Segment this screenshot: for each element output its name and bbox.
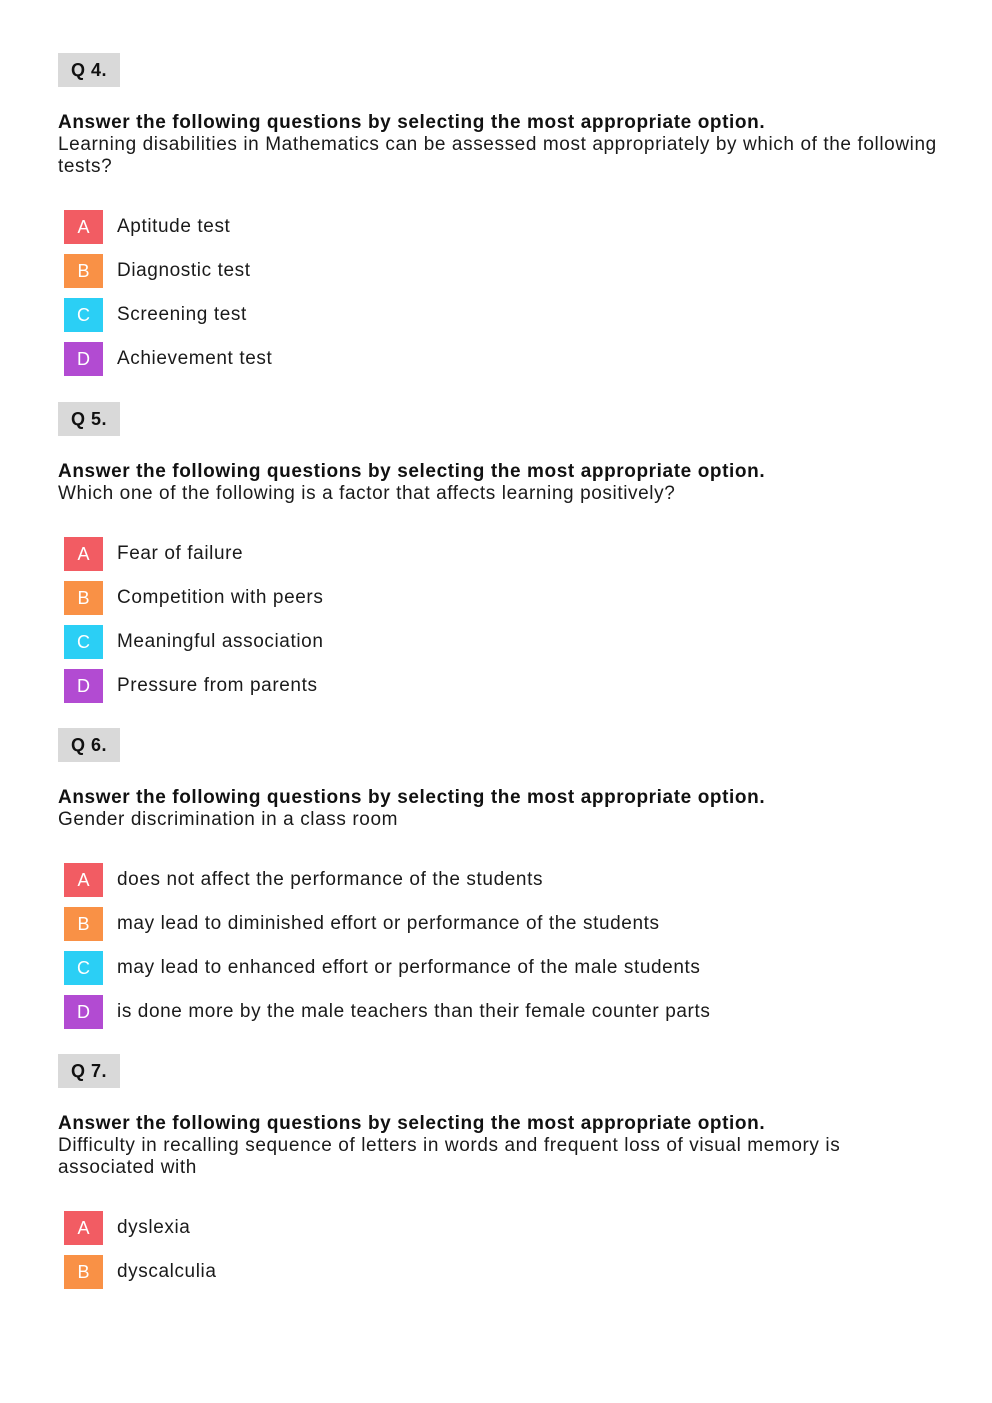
option-letter-badge: A (64, 863, 103, 897)
question-text: Learning disabilities in Mathematics can be assessed most appropriately by which of the following tests? (58, 134, 937, 177)
question-text: Difficulty in recalling sequence of letters in words and frequent loss of visual memory is associated with (58, 1135, 841, 1178)
option-letter-badge: A (64, 537, 103, 571)
option-text: Aptitude test (117, 216, 231, 237)
option-letter-badge: C (64, 298, 103, 332)
question-7 (58, 1054, 938, 1294)
option-text: Pressure from parents (117, 675, 318, 696)
option-letter-badge: A (64, 210, 103, 244)
question-label: Q 4. (58, 53, 120, 87)
question-4 (58, 53, 938, 381)
question-6 (58, 728, 938, 1034)
question-instruction: Answer the following questions by selecting the most appropriate option. (58, 787, 766, 808)
option-text: does not affect the performance of the students (117, 869, 544, 890)
option-letter-badge: B (64, 1255, 103, 1289)
option-c[interactable] (64, 946, 938, 990)
option-letter-badge: C (64, 951, 103, 985)
option-letter-badge: B (64, 581, 103, 615)
option-a[interactable] (64, 1206, 938, 1250)
option-a[interactable] (64, 205, 938, 249)
option-letter-badge: D (64, 995, 103, 1029)
option-a[interactable] (64, 858, 938, 902)
option-letter-badge: D (64, 342, 103, 376)
question-label: Q 7. (58, 1054, 120, 1088)
option-b[interactable] (64, 902, 938, 946)
option-text: Meaningful association (117, 631, 324, 652)
option-text: dyslexia (117, 1217, 191, 1238)
question-instruction: Answer the following questions by selecting the most appropriate option. (58, 112, 766, 133)
option-d[interactable] (64, 990, 938, 1034)
option-text: Fear of failure (117, 543, 244, 564)
option-letter-badge: A (64, 1211, 103, 1245)
option-letter-badge: B (64, 254, 103, 288)
option-b[interactable] (64, 576, 938, 620)
question-instruction: Answer the following questions by selecting the most appropriate option. (58, 461, 766, 482)
option-b[interactable] (64, 1250, 938, 1294)
option-letter-badge: B (64, 907, 103, 941)
option-text: dyscalculia (117, 1261, 217, 1282)
question-text: Which one of the following is a factor that affects learning positively? (58, 483, 676, 504)
option-text: is done more by the male teachers than their female counter parts (117, 1001, 711, 1022)
question-instruction: Answer the following questions by selecting the most appropriate option. (58, 1113, 766, 1134)
question-5 (58, 402, 938, 708)
options-list (58, 1206, 938, 1294)
options-list (58, 532, 938, 708)
options-list (58, 205, 938, 381)
option-letter-badge: C (64, 625, 103, 659)
option-text: Competition with peers (117, 587, 324, 608)
question-label: Q 6. (58, 728, 120, 762)
option-d[interactable] (64, 337, 938, 381)
option-c[interactable] (64, 620, 938, 664)
option-text: may lead to enhanced effort or performance of the male students (117, 957, 701, 978)
option-d[interactable] (64, 664, 938, 708)
option-text: may lead to diminished effort or performance of the students (117, 913, 660, 934)
option-b[interactable] (64, 249, 938, 293)
option-letter-badge: D (64, 669, 103, 703)
option-text: Screening test (117, 304, 247, 325)
options-list (58, 858, 938, 1034)
option-text: Achievement test (117, 348, 273, 369)
option-text: Diagnostic test (117, 260, 251, 281)
question-text: Gender discrimination in a class room (58, 809, 399, 830)
option-a[interactable] (64, 532, 938, 576)
question-label: Q 5. (58, 402, 120, 436)
option-c[interactable] (64, 293, 938, 337)
